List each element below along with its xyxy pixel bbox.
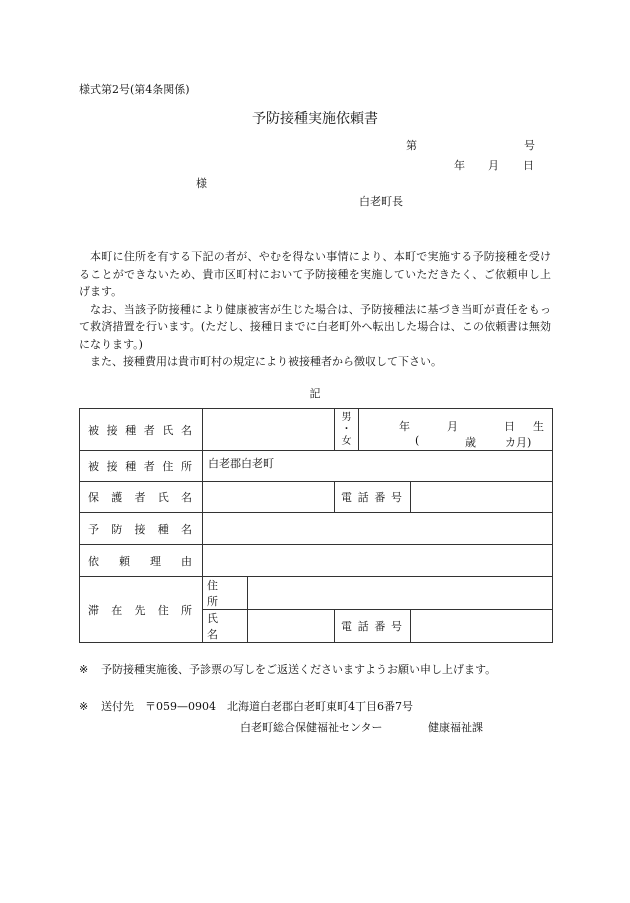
vaccine-name-field[interactable] [203,513,553,545]
center-name: 白老町総合保健福祉センター [240,721,383,734]
birth-suffix: 生 [533,420,544,433]
request-form-table [79,408,553,643]
birth-day: 日 [504,420,515,433]
table-row [80,513,553,545]
stay-address-sublabel: 住所 [203,577,248,610]
birth-year: 年 [399,420,410,433]
sender-name: 白老町長 [359,195,403,208]
ki-heading: 記 [309,387,321,400]
sex-separator: ・ [341,423,352,435]
patient-address-field[interactable]: 白老郡白老町 [203,451,553,482]
department-name: 健康福祉課 [428,721,483,734]
reason-label: 依頼理由 [80,545,203,577]
date-month: 月 [488,159,499,172]
age-months: カ月) [505,436,532,449]
birth-month: 月 [447,420,458,433]
date-day: 日 [523,159,534,172]
addressee-suffix: 様 [196,177,207,190]
sex-female: 女 [341,435,352,447]
form-number: 様式第2号(第4条関係) [79,83,190,96]
stay-tel-field[interactable] [411,610,553,643]
request-body [79,248,551,371]
send-to-note [79,698,413,714]
sex-male: 男 [341,411,352,423]
doc-number-suffix: 号 [524,139,535,152]
birthdate-field[interactable] [359,409,553,451]
vaccine-name-label: 予防接種名 [80,513,203,545]
document-title: 予防接種実施依頼書 [252,111,378,127]
doc-number-prefix: 第 [406,139,417,152]
paragraph-fee: また、接種費用は貴市町村の規定により被接種者から徴収して下さい。 [90,355,442,368]
guardian-tel-label: 電話番号 [335,482,411,513]
send-to-address: 送付先 〒059—0904 北海道白老郡白老町東町4丁目6番7号 [101,700,413,713]
table-row [80,409,553,451]
patient-name-field[interactable] [203,409,335,451]
note-mark: ※ [79,700,89,713]
paragraph-relief: なお、当該予防接種により健康被害が生じた場合は、予防接種法に基づき当町が責任をもって救済措置を行います。(ただし、接種日までに白老町外へ転出した場合は、この依頼書は無効になります。) [79,302,551,351]
guardian-tel-field[interactable] [411,482,553,513]
table-row [80,577,553,610]
patient-name-label: 被接種者氏名 [80,409,203,451]
return-note-text: 予防接種実施後、予診票の写しをご返送くださいますようお願い申し上げます。 [101,663,497,676]
stay-address-field[interactable] [248,577,553,610]
reason-field[interactable] [203,545,553,577]
guardian-name-label: 保護者氏名 [80,482,203,513]
return-note [79,661,496,677]
paragraph-request: 本町に住所を有する下記の者が、やむを得ない事情により、本町で実施する予防接種を受けることができないため、貴市区町村において予防接種を実施していただきたく、ご依頼申し上げます。 [79,250,551,298]
table-row [80,451,553,482]
sex-field[interactable] [335,409,359,451]
age-open: ( [415,434,420,447]
stay-address-label: 滞在先住所 [80,577,203,643]
guardian-name-field[interactable] [203,482,335,513]
age-years: 歳 [465,436,476,449]
table-row [80,482,553,513]
date-year: 年 [454,159,465,172]
stay-name-field[interactable] [248,610,335,643]
patient-address-label: 被接種者住所 [80,451,203,482]
stay-tel-label: 電話番号 [335,610,411,643]
note-mark: ※ [79,663,89,676]
stay-name-sublabel: 氏名 [203,610,248,643]
table-row [80,545,553,577]
